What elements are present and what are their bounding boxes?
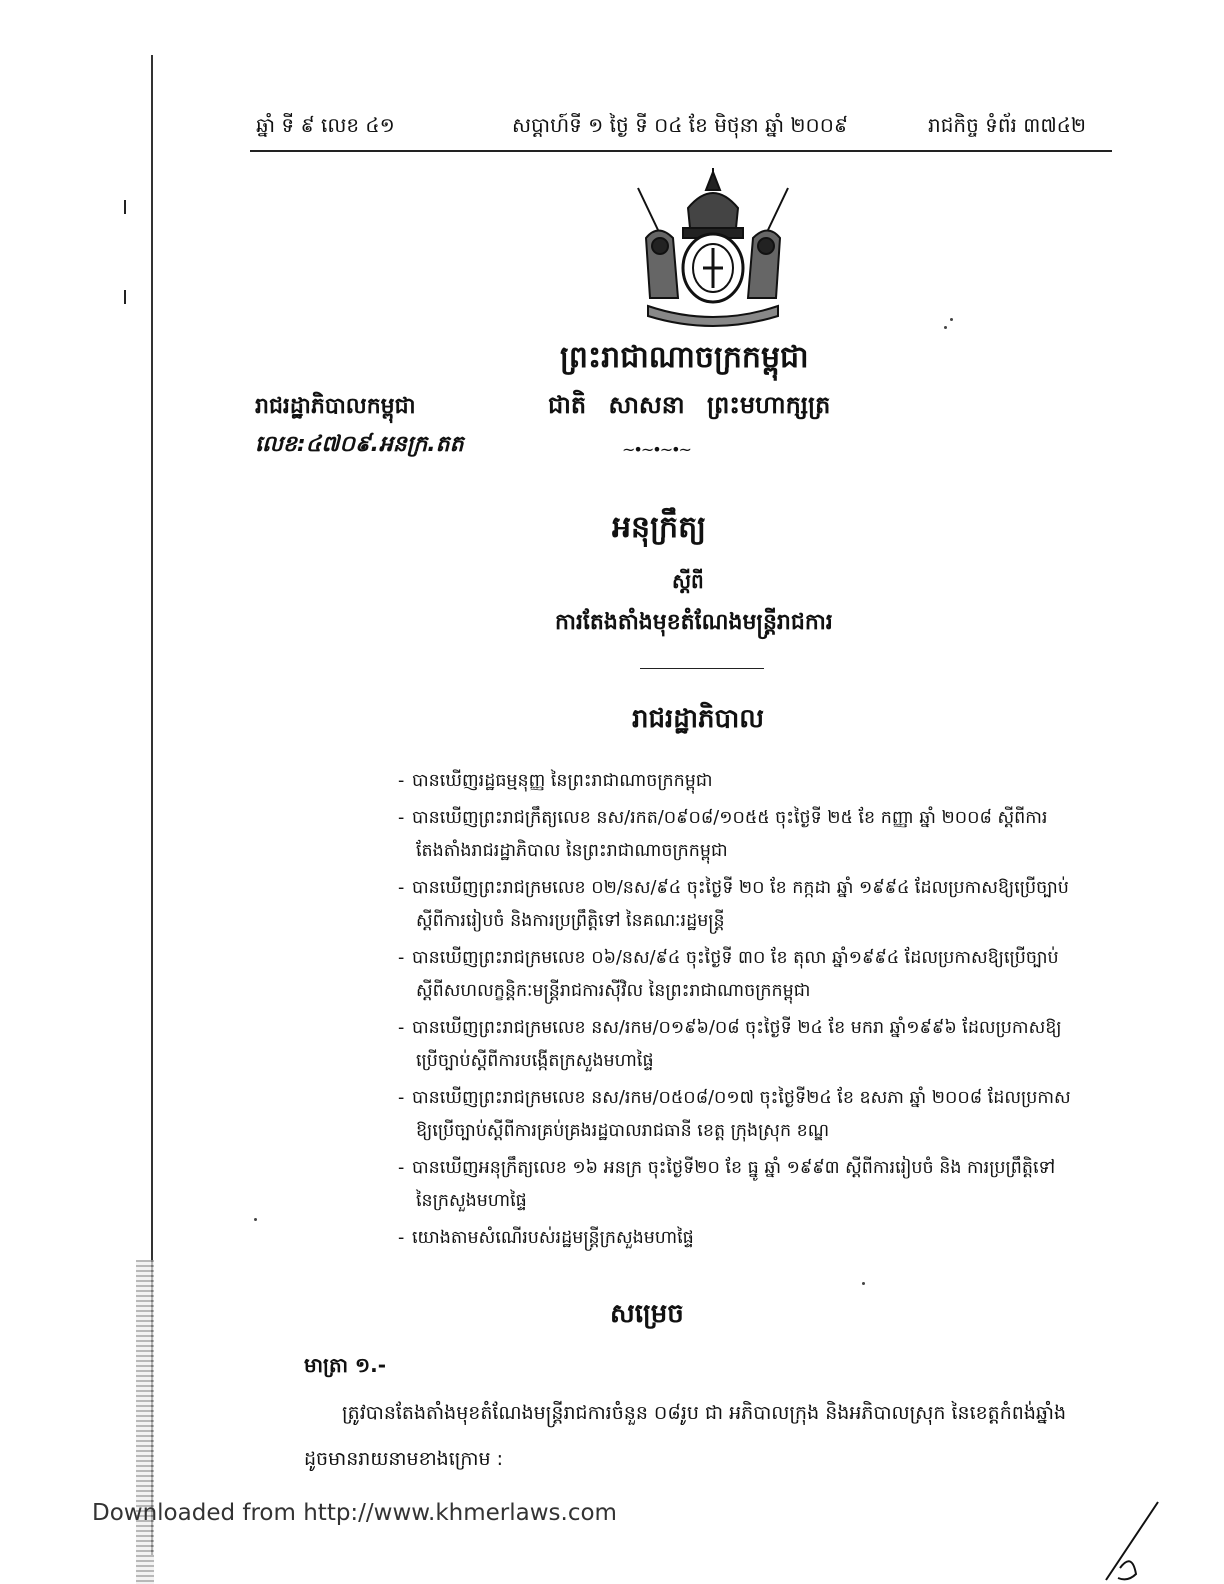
article-body xyxy=(304,1390,1116,1482)
reference-continuation: ស្តីពីសហលក្ខន្តិកៈមន្ត្រីរាជការស៊ីវិល នៃព្រះរាជាណាចក្រកម្ពុជា xyxy=(416,981,811,1001)
decision-heading: សម្រេច xyxy=(610,1299,684,1329)
royal-coat-of-arms-icon xyxy=(628,168,798,328)
reference-line: បានឃើញព្រះរាជក្រមលេខ ០៦/នស/៩៤ ចុះថ្ងៃទី ៣០ ខែ តុលា ឆ្នាំ១៩៩៤ ដែលប្រកាសឱ្យប្រើច្បាប់ xyxy=(412,948,1059,968)
scan-speck xyxy=(254,1218,257,1221)
reference-line: បានឃើញអនុក្រឹត្យលេខ ១៦ អនក្រ ចុះថ្ងៃទី២០ ខែ ធ្នូ ឆ្នាំ ១៩៩៣ ស្តីពីការរៀបចំ និង ការប្រព្រឹត្តិទៅ xyxy=(412,1158,1056,1178)
kingdom-title: ព្រះរាជាណាចក្រកម្ពុជា xyxy=(560,340,809,375)
scan-edge-shadow xyxy=(136,1260,154,1584)
reference-continuation: ប្រើច្បាប់ស្តីពីការបង្កើតក្រសួងមហាផ្ទៃ xyxy=(416,1051,654,1071)
list-item: - បានឃើញព្រះរាជក្រមលេខ ០៦/នស/៩៤ ចុះថ្ងៃទី ៣០ ខែ តុលា ឆ្នាំ១៩៩៤ ដែលប្រកាសឱ្យប្រើច្បាប់ ស្តីពីសហលក្ខន្តិកៈមន្ត្រីរាជការស៊ីវិល នៃព្រះរាជាណាចក្រកម្ពុជា xyxy=(398,942,1128,1008)
list-item: - បានឃើញរដ្ឋធម្មនុញ្ញ នៃព្រះរាជាណាចក្រកម្ពុជា xyxy=(398,771,713,791)
reference-line: បានឃើញព្រះរាជក្រមលេខ ០២/នស/៩៤ ចុះថ្ងៃទី ២០ ខែ កក្កដា ឆ្នាំ ១៩៩៤ ដែលប្រកាសឱ្យប្រើច្បាប់ xyxy=(412,878,1069,898)
scan-speck xyxy=(950,318,953,321)
reference-continuation: តែងតាំងរាជរដ្ឋាភិបាល នៃព្រះរាជាណាចក្រកម្ពុជា xyxy=(416,841,728,861)
reference-continuation: ស្តីពីការរៀបចំ និងការប្រព្រឹត្តិទៅ នៃគណៈរដ្ឋមន្ត្រី xyxy=(416,911,725,931)
document-subject: ការតែងតាំងមុខតំណែងមន្ត្រីរាជការ xyxy=(555,610,833,635)
scan-mark xyxy=(124,200,126,214)
article-text-line: ដូចមានរាយនាមខាងក្រោម : xyxy=(304,1448,504,1470)
about-label: ស្តីពី xyxy=(672,569,704,593)
reference-line: បានឃើញរដ្ឋធម្មនុញ្ញ នៃព្រះរាជាណាចក្រកម្ពុជា xyxy=(412,771,713,791)
gazette-year-issue: ឆ្នាំ ទី ៩ លេខ ៤១ xyxy=(256,113,395,137)
list-item: - បានឃើញព្រះរាជក្រមលេខ នស/រកម/០៥០៨/០១៧ ចុះថ្ងៃទី២៤ ខែ ឧសភា ឆ្នាំ ២០០៨ ដែលប្រកាស ឱ្យប្រើច្បាប់ស្តីពីការគ្រប់គ្រងរដ្ឋបាលរាជធានី ខេត្ត ក្រុងស្រុក ខណ្ឌ xyxy=(398,1082,1128,1148)
list-item: - បានឃើញអនុក្រឹត្យលេខ ១៦ អនក្រ ចុះថ្ងៃទី២០ ខែ ធ្នូ ឆ្នាំ ១៩៩៣ ស្តីពីការរៀបចំ និង ការប្រព្រឹត្តិទៅ នៃក្រសួងមហាផ្ទៃ xyxy=(398,1152,1128,1218)
reference-line: បានឃើញព្រះរាជក្រឹត្យលេខ នស/រកត/០៩០៨/១០៥៥ ចុះថ្ងៃទី ២៥ ខែ កញ្ញា ឆ្នាំ ២០០៨ ស្តីពីការ xyxy=(412,808,1048,828)
legal-references-list xyxy=(398,765,1128,1259)
government-name: រាជរដ្ឋាភិបាលកម្ពុជា xyxy=(255,394,416,419)
list-item: - បានឃើញព្រះរាជក្រមលេខ ០២/នស/៩៤ ចុះថ្ងៃទី ២០ ខែ កក្កដា ឆ្នាំ ១៩៩៤ ដែលប្រកាសឱ្យប្រើច្បាប់ ស្តីពីការរៀបចំ និងការប្រព្រឹត្តិទៅ នៃគណៈរដ្ឋមន្ត្រី xyxy=(398,872,1128,938)
document-type-heading: អនុក្រឹត្យ xyxy=(612,510,707,545)
scan-speck xyxy=(944,326,947,329)
reference-line: យោងតាមសំណើរបស់រដ្ឋមន្ត្រីក្រសួងមហាផ្ទៃ xyxy=(412,1228,694,1248)
initials-signature-icon xyxy=(1098,1500,1164,1584)
scan-mark xyxy=(124,290,126,304)
reference-line: បានឃើញព្រះរាជក្រមលេខ នស/រកម/០១៩៦/០៨ ចុះថ្ងៃទី ២៤ ខែ មករា ឆ្នាំ១៩៩៦ ដែលប្រកាសឱ្យ xyxy=(412,1018,1062,1038)
download-source-footer: Downloaded from http://www.khmerlaws.com xyxy=(92,1500,617,1526)
reference-continuation: ឱ្យប្រើច្បាប់ស្តីពីការគ្រប់គ្រងរដ្ឋបាលរាជធានី ខេត្ត ក្រុងស្រុក ខណ្ឌ xyxy=(416,1121,830,1141)
gazette-week-date: សប្តាហ៍ទី ១ ថ្ងៃ ទី ០៤ ខែ មិថុនា ឆ្នាំ ២០០៩ xyxy=(512,113,849,137)
issuer-heading: រាជរដ្ឋាភិបាល xyxy=(632,704,765,734)
reference-continuation: នៃក្រសួងមហាផ្ទៃ xyxy=(416,1191,527,1211)
ornament-divider: ~•~•~•~ xyxy=(622,440,690,459)
subject-rule xyxy=(640,668,764,669)
article-text-line: ត្រូវបានតែងតាំងមុខតំណែងមន្ត្រីរាជការចំនួន ០៨រូប ជា អភិបាលក្រុង និងអភិបាលស្រុក នៃខេត្តកំពង់ឆ្នាំង xyxy=(342,1402,1067,1424)
header-rule xyxy=(250,150,1112,152)
list-item: - បានឃើញព្រះរាជក្រឹត្យលេខ នស/រកត/០៩០៨/១០៥៥ ចុះថ្ងៃទី ២៥ ខែ កញ្ញា ឆ្នាំ ២០០៨ ស្តីពីការ តែងតាំងរាជរដ្ឋាភិបាល នៃព្រះរាជាណាចក្រកម្ពុជា xyxy=(398,802,1128,868)
list-item: - បានឃើញព្រះរាជក្រមលេខ នស/រកម/០១៩៦/០៨ ចុះថ្ងៃទី ២៤ ខែ មករា ឆ្នាំ១៩៩៦ ដែលប្រកាសឱ្យ ប្រើច្បាប់ស្តីពីការបង្កើតក្រសួងមហាផ្ទៃ xyxy=(398,1012,1128,1078)
reference-number: លេខ:៤៧០៩.អនក្រ.តត xyxy=(255,432,464,457)
article-label: មាត្រា ១.- xyxy=(304,1353,387,1377)
gazette-page-number: រាជកិច្ច ទំព័រ ៣៧៤២ xyxy=(928,113,1087,137)
reference-line: បានឃើញព្រះរាជក្រមលេខ នស/រកម/០៥០៨/០១៧ ចុះថ្ងៃទី២៤ ខែ ឧសភា ឆ្នាំ ២០០៨ ដែលប្រកាស xyxy=(412,1088,1071,1108)
scan-speck xyxy=(862,1282,865,1285)
list-item: - យោងតាមសំណើរបស់រដ្ឋមន្ត្រីក្រសួងមហាផ្ទៃ xyxy=(398,1228,694,1248)
national-motto: ជាតិ សាសនា ព្រះមហាក្សត្រ xyxy=(548,391,831,419)
